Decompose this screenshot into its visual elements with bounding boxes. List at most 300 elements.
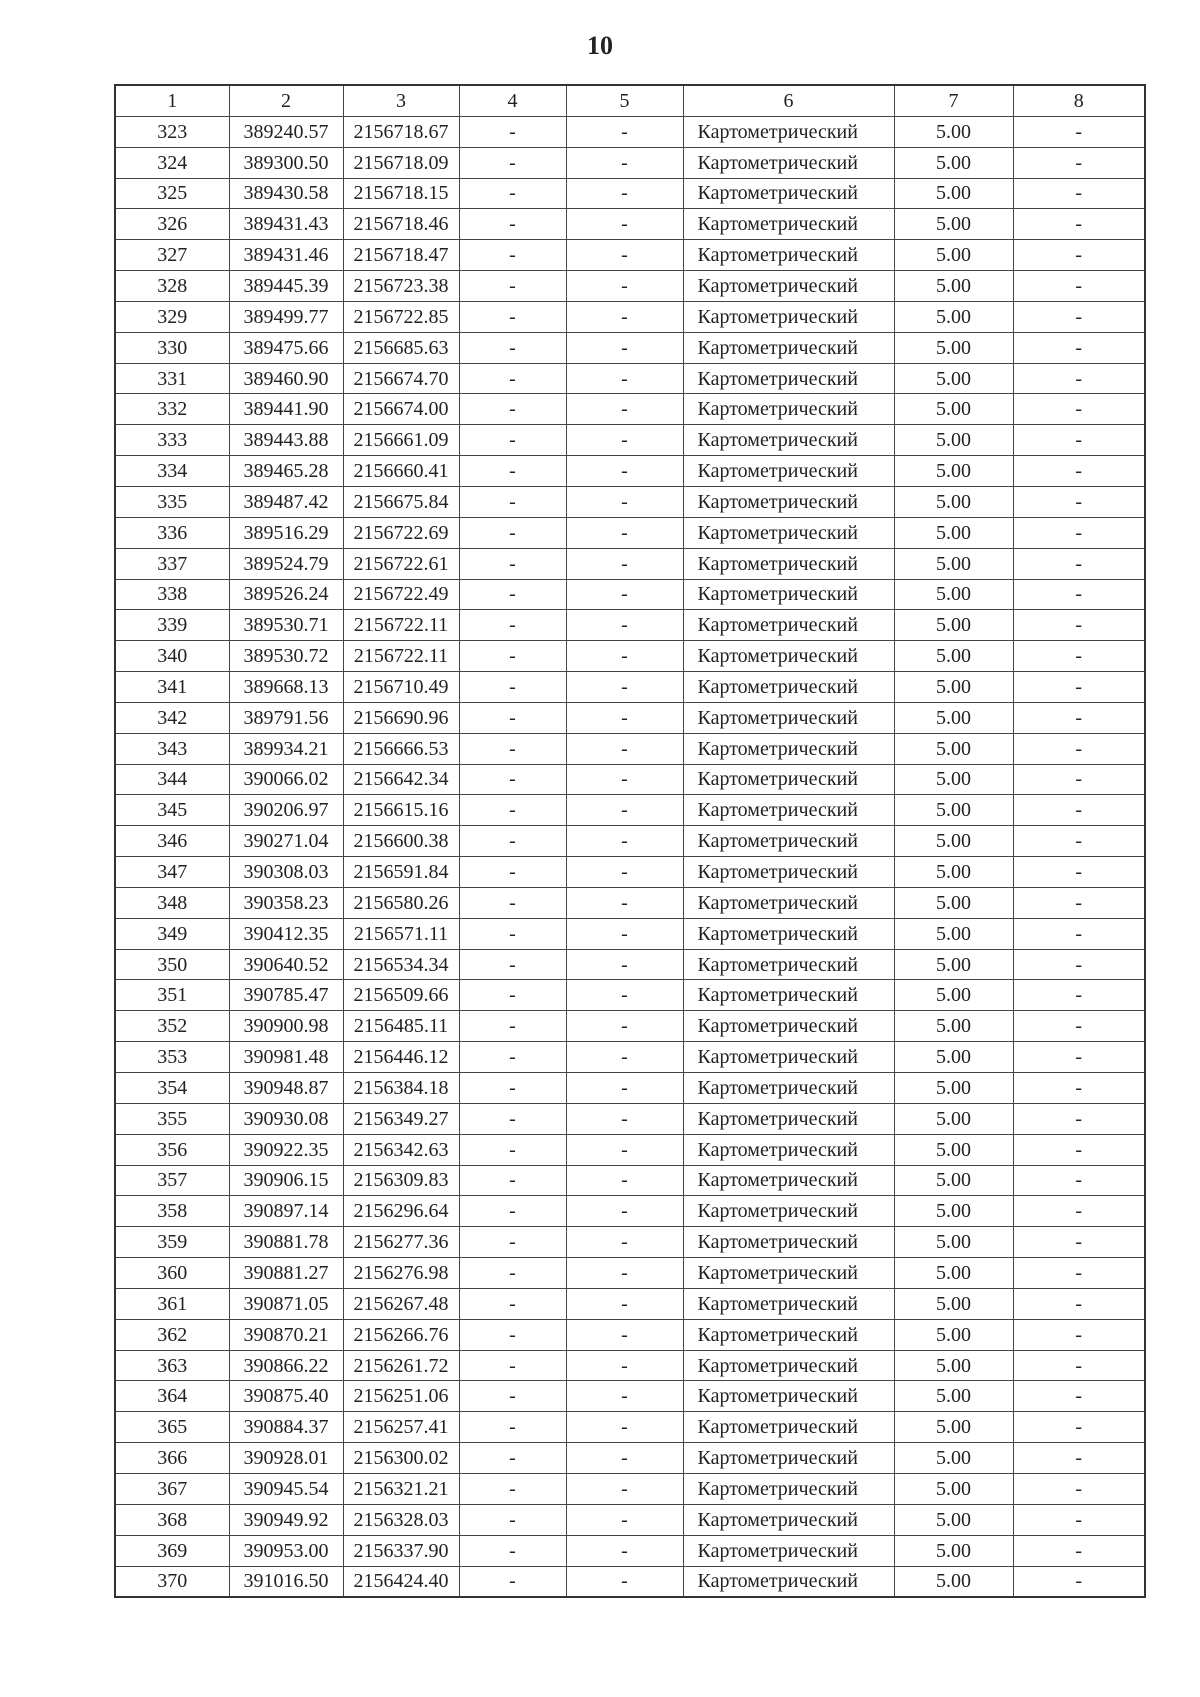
table-row: [115, 1227, 1145, 1258]
col-5-cell: -: [566, 1042, 683, 1073]
method-cell: Картометрический: [683, 1227, 894, 1258]
point-number-cell: 353: [115, 1042, 229, 1073]
precision-cell: 5.00: [894, 1473, 1013, 1504]
x-coordinate-cell: 390953.00: [229, 1535, 343, 1566]
x-coordinate-cell: 390412.35: [229, 918, 343, 949]
x-coordinate-cell: 389430.58: [229, 178, 343, 209]
y-coordinate-cell: 2156300.02: [343, 1443, 459, 1474]
precision-cell: 5.00: [894, 826, 1013, 857]
col-4-cell: -: [459, 1566, 566, 1597]
x-coordinate-cell: 389487.42: [229, 486, 343, 517]
y-coordinate-cell: 2156571.11: [343, 918, 459, 949]
table-row: [115, 301, 1145, 332]
col-8-cell: -: [1013, 641, 1145, 672]
col-5-cell: -: [566, 1165, 683, 1196]
y-coordinate-cell: 2156337.90: [343, 1535, 459, 1566]
method-cell: Картометрический: [683, 116, 894, 147]
precision-cell: 5.00: [894, 918, 1013, 949]
x-coordinate-cell: 390881.27: [229, 1258, 343, 1289]
point-number-cell: 329: [115, 301, 229, 332]
col-5-cell: -: [566, 826, 683, 857]
method-cell: Картометрический: [683, 394, 894, 425]
col-8-cell: -: [1013, 209, 1145, 240]
col-5-cell: -: [566, 301, 683, 332]
method-cell: Картометрический: [683, 1258, 894, 1289]
header-row: [115, 85, 1145, 116]
table-row: [115, 332, 1145, 363]
table-row: [115, 764, 1145, 795]
method-cell: Картометрический: [683, 1042, 894, 1073]
col-8-cell: -: [1013, 1319, 1145, 1350]
col-5-cell: -: [566, 271, 683, 302]
method-cell: Картометрический: [683, 764, 894, 795]
y-coordinate-cell: 2156718.46: [343, 209, 459, 240]
method-cell: Картометрический: [683, 1073, 894, 1104]
col-8-cell: -: [1013, 1196, 1145, 1227]
table-row: [115, 1412, 1145, 1443]
col-4-cell: -: [459, 1381, 566, 1412]
col-8-cell: -: [1013, 332, 1145, 363]
col-4-cell: -: [459, 425, 566, 456]
col-5-cell: -: [566, 1319, 683, 1350]
col-5-cell: -: [566, 456, 683, 487]
table-row: [115, 240, 1145, 271]
table-row: [115, 887, 1145, 918]
col-5-cell: -: [566, 178, 683, 209]
point-number-cell: 368: [115, 1504, 229, 1535]
method-cell: Картометрический: [683, 1535, 894, 1566]
point-number-cell: 370: [115, 1566, 229, 1597]
y-coordinate-cell: 2156685.63: [343, 332, 459, 363]
col-4-cell: -: [459, 1227, 566, 1258]
col-8-cell: -: [1013, 733, 1145, 764]
y-coordinate-cell: 2156660.41: [343, 456, 459, 487]
col-5-cell: -: [566, 1196, 683, 1227]
col-8-cell: -: [1013, 1165, 1145, 1196]
col-4-cell: -: [459, 641, 566, 672]
x-coordinate-cell: 389530.71: [229, 610, 343, 641]
x-coordinate-cell: 389443.88: [229, 425, 343, 456]
table-row: [115, 1350, 1145, 1381]
col-5-cell: -: [566, 425, 683, 456]
point-number-cell: 326: [115, 209, 229, 240]
x-coordinate-cell: 389300.50: [229, 147, 343, 178]
point-number-cell: 351: [115, 980, 229, 1011]
precision-cell: 5.00: [894, 240, 1013, 271]
table-row: [115, 1011, 1145, 1042]
x-coordinate-cell: 389530.72: [229, 641, 343, 672]
table-row: [115, 949, 1145, 980]
x-coordinate-cell: 389460.90: [229, 363, 343, 394]
table-row: [115, 1042, 1145, 1073]
method-cell: Картометрический: [683, 147, 894, 178]
col-8-cell: -: [1013, 702, 1145, 733]
precision-cell: 5.00: [894, 702, 1013, 733]
point-number-cell: 325: [115, 178, 229, 209]
method-cell: Картометрический: [683, 1165, 894, 1196]
table-row: [115, 271, 1145, 302]
y-coordinate-cell: 2156328.03: [343, 1504, 459, 1535]
col-4-cell: -: [459, 672, 566, 703]
precision-cell: 5.00: [894, 1350, 1013, 1381]
precision-cell: 5.00: [894, 579, 1013, 610]
precision-cell: 5.00: [894, 1073, 1013, 1104]
col-4-cell: -: [459, 1134, 566, 1165]
point-number-cell: 333: [115, 425, 229, 456]
col-8-cell: -: [1013, 1134, 1145, 1165]
precision-cell: 5.00: [894, 887, 1013, 918]
col-8-cell: -: [1013, 1535, 1145, 1566]
col-4-cell: -: [459, 548, 566, 579]
column-header-4: 4: [459, 85, 566, 116]
x-coordinate-cell: 391016.50: [229, 1566, 343, 1597]
col-5-cell: -: [566, 733, 683, 764]
method-cell: Картометрический: [683, 1504, 894, 1535]
precision-cell: 5.00: [894, 733, 1013, 764]
col-8-cell: -: [1013, 1381, 1145, 1412]
precision-cell: 5.00: [894, 1134, 1013, 1165]
y-coordinate-cell: 2156384.18: [343, 1073, 459, 1104]
x-coordinate-cell: 389475.66: [229, 332, 343, 363]
table-row: [115, 1073, 1145, 1104]
precision-cell: 5.00: [894, 1196, 1013, 1227]
table-row: [115, 1443, 1145, 1474]
col-5-cell: -: [566, 1350, 683, 1381]
precision-cell: 5.00: [894, 548, 1013, 579]
y-coordinate-cell: 2156722.85: [343, 301, 459, 332]
table-row: [115, 1381, 1145, 1412]
point-number-cell: 364: [115, 1381, 229, 1412]
table-row: [115, 486, 1145, 517]
col-4-cell: -: [459, 394, 566, 425]
col-4-cell: -: [459, 1103, 566, 1134]
method-cell: Картометрический: [683, 456, 894, 487]
method-cell: Картометрический: [683, 332, 894, 363]
col-4-cell: -: [459, 1165, 566, 1196]
y-coordinate-cell: 2156722.49: [343, 579, 459, 610]
col-5-cell: -: [566, 1473, 683, 1504]
col-8-cell: -: [1013, 363, 1145, 394]
col-5-cell: -: [566, 116, 683, 147]
x-coordinate-cell: 390066.02: [229, 764, 343, 795]
x-coordinate-cell: 390870.21: [229, 1319, 343, 1350]
x-coordinate-cell: 389445.39: [229, 271, 343, 302]
point-number-cell: 335: [115, 486, 229, 517]
table-row: [115, 456, 1145, 487]
col-5-cell: -: [566, 1504, 683, 1535]
y-coordinate-cell: 2156580.26: [343, 887, 459, 918]
precision-cell: 5.00: [894, 1165, 1013, 1196]
col-5-cell: -: [566, 702, 683, 733]
point-number-cell: 336: [115, 517, 229, 548]
col-4-cell: -: [459, 579, 566, 610]
col-5-cell: -: [566, 517, 683, 548]
x-coordinate-cell: 389524.79: [229, 548, 343, 579]
point-number-cell: 352: [115, 1011, 229, 1042]
method-cell: Картометрический: [683, 918, 894, 949]
table-row: [115, 610, 1145, 641]
col-5-cell: -: [566, 394, 683, 425]
column-header-3: 3: [343, 85, 459, 116]
point-number-cell: 357: [115, 1165, 229, 1196]
col-4-cell: -: [459, 209, 566, 240]
point-number-cell: 362: [115, 1319, 229, 1350]
point-number-cell: 358: [115, 1196, 229, 1227]
col-8-cell: -: [1013, 1073, 1145, 1104]
col-4-cell: -: [459, 764, 566, 795]
col-4-cell: -: [459, 1011, 566, 1042]
col-5-cell: -: [566, 857, 683, 888]
y-coordinate-cell: 2156485.11: [343, 1011, 459, 1042]
col-8-cell: -: [1013, 1288, 1145, 1319]
column-header-1: 1: [115, 85, 229, 116]
y-coordinate-cell: 2156509.66: [343, 980, 459, 1011]
col-5-cell: -: [566, 1258, 683, 1289]
point-number-cell: 348: [115, 887, 229, 918]
method-cell: Картометрический: [683, 1319, 894, 1350]
table-row: [115, 1473, 1145, 1504]
y-coordinate-cell: 2156261.72: [343, 1350, 459, 1381]
method-cell: Картометрический: [683, 579, 894, 610]
col-5-cell: -: [566, 1566, 683, 1597]
col-4-cell: -: [459, 980, 566, 1011]
x-coordinate-cell: 390906.15: [229, 1165, 343, 1196]
point-number-cell: 367: [115, 1473, 229, 1504]
col-8-cell: -: [1013, 826, 1145, 857]
point-number-cell: 343: [115, 733, 229, 764]
y-coordinate-cell: 2156710.49: [343, 672, 459, 703]
table-row: [115, 579, 1145, 610]
y-coordinate-cell: 2156722.61: [343, 548, 459, 579]
table-row: [115, 672, 1145, 703]
point-number-cell: 360: [115, 1258, 229, 1289]
method-cell: Картометрический: [683, 1473, 894, 1504]
col-8-cell: -: [1013, 517, 1145, 548]
point-number-cell: 338: [115, 579, 229, 610]
col-5-cell: -: [566, 949, 683, 980]
table-row: [115, 1196, 1145, 1227]
column-header-8: 8: [1013, 85, 1145, 116]
point-number-cell: 350: [115, 949, 229, 980]
y-coordinate-cell: 2156266.76: [343, 1319, 459, 1350]
y-coordinate-cell: 2156424.40: [343, 1566, 459, 1597]
precision-cell: 5.00: [894, 1258, 1013, 1289]
point-number-cell: 369: [115, 1535, 229, 1566]
table-row: [115, 1566, 1145, 1597]
col-4-cell: -: [459, 857, 566, 888]
table-row: [115, 702, 1145, 733]
col-5-cell: -: [566, 918, 683, 949]
col-4-cell: -: [459, 1042, 566, 1073]
precision-cell: 5.00: [894, 486, 1013, 517]
table-row: [115, 147, 1145, 178]
y-coordinate-cell: 2156267.48: [343, 1288, 459, 1319]
x-coordinate-cell: 390866.22: [229, 1350, 343, 1381]
point-number-cell: 365: [115, 1412, 229, 1443]
table-row: [115, 641, 1145, 672]
col-8-cell: -: [1013, 425, 1145, 456]
x-coordinate-cell: 389934.21: [229, 733, 343, 764]
x-coordinate-cell: 389668.13: [229, 672, 343, 703]
precision-cell: 5.00: [894, 980, 1013, 1011]
col-5-cell: -: [566, 672, 683, 703]
point-number-cell: 363: [115, 1350, 229, 1381]
x-coordinate-cell: 390206.97: [229, 795, 343, 826]
y-coordinate-cell: 2156309.83: [343, 1165, 459, 1196]
y-coordinate-cell: 2156674.70: [343, 363, 459, 394]
method-cell: Картометрический: [683, 517, 894, 548]
table-row: [115, 1288, 1145, 1319]
precision-cell: 5.00: [894, 363, 1013, 394]
col-5-cell: -: [566, 764, 683, 795]
x-coordinate-cell: 389441.90: [229, 394, 343, 425]
table-row: [115, 517, 1145, 548]
col-8-cell: -: [1013, 1011, 1145, 1042]
col-8-cell: -: [1013, 764, 1145, 795]
col-5-cell: -: [566, 548, 683, 579]
point-number-cell: 361: [115, 1288, 229, 1319]
precision-cell: 5.00: [894, 271, 1013, 302]
x-coordinate-cell: 390930.08: [229, 1103, 343, 1134]
table-row: [115, 1258, 1145, 1289]
table-row: [115, 857, 1145, 888]
col-5-cell: -: [566, 1381, 683, 1412]
col-4-cell: -: [459, 887, 566, 918]
col-8-cell: -: [1013, 456, 1145, 487]
col-4-cell: -: [459, 1412, 566, 1443]
method-cell: Картометрический: [683, 672, 894, 703]
col-4-cell: -: [459, 918, 566, 949]
col-8-cell: -: [1013, 795, 1145, 826]
col-8-cell: -: [1013, 240, 1145, 271]
col-8-cell: -: [1013, 1566, 1145, 1597]
col-8-cell: -: [1013, 579, 1145, 610]
col-4-cell: -: [459, 702, 566, 733]
precision-cell: 5.00: [894, 394, 1013, 425]
table-row: [115, 178, 1145, 209]
precision-cell: 5.00: [894, 1042, 1013, 1073]
point-number-cell: 359: [115, 1227, 229, 1258]
point-number-cell: 366: [115, 1443, 229, 1474]
precision-cell: 5.00: [894, 1504, 1013, 1535]
x-coordinate-cell: 390981.48: [229, 1042, 343, 1073]
precision-cell: 5.00: [894, 178, 1013, 209]
method-cell: Картометрический: [683, 1350, 894, 1381]
method-cell: Картометрический: [683, 271, 894, 302]
x-coordinate-cell: 390945.54: [229, 1473, 343, 1504]
y-coordinate-cell: 2156642.34: [343, 764, 459, 795]
point-number-cell: 328: [115, 271, 229, 302]
column-header-6: 6: [683, 85, 894, 116]
y-coordinate-cell: 2156349.27: [343, 1103, 459, 1134]
y-coordinate-cell: 2156600.38: [343, 826, 459, 857]
y-coordinate-cell: 2156342.63: [343, 1134, 459, 1165]
col-4-cell: -: [459, 949, 566, 980]
point-number-cell: 345: [115, 795, 229, 826]
col-8-cell: -: [1013, 918, 1145, 949]
method-cell: Картометрический: [683, 548, 894, 579]
precision-cell: 5.00: [894, 147, 1013, 178]
col-4-cell: -: [459, 147, 566, 178]
y-coordinate-cell: 2156718.67: [343, 116, 459, 147]
col-5-cell: -: [566, 209, 683, 240]
col-8-cell: -: [1013, 1350, 1145, 1381]
col-4-cell: -: [459, 733, 566, 764]
y-coordinate-cell: 2156257.41: [343, 1412, 459, 1443]
precision-cell: 5.00: [894, 1288, 1013, 1319]
col-4-cell: -: [459, 486, 566, 517]
precision-cell: 5.00: [894, 1535, 1013, 1566]
table-header: [115, 85, 1145, 116]
col-4-cell: -: [459, 1350, 566, 1381]
method-cell: Картометрический: [683, 702, 894, 733]
y-coordinate-cell: 2156276.98: [343, 1258, 459, 1289]
y-coordinate-cell: 2156321.21: [343, 1473, 459, 1504]
col-5-cell: -: [566, 1073, 683, 1104]
x-coordinate-cell: 390948.87: [229, 1073, 343, 1104]
column-header-2: 2: [229, 85, 343, 116]
precision-cell: 5.00: [894, 672, 1013, 703]
x-coordinate-cell: 390871.05: [229, 1288, 343, 1319]
y-coordinate-cell: 2156615.16: [343, 795, 459, 826]
point-number-cell: 356: [115, 1134, 229, 1165]
col-4-cell: -: [459, 456, 566, 487]
x-coordinate-cell: 390900.98: [229, 1011, 343, 1042]
col-5-cell: -: [566, 641, 683, 672]
point-number-cell: 344: [115, 764, 229, 795]
method-cell: Картометрический: [683, 733, 894, 764]
col-8-cell: -: [1013, 548, 1145, 579]
table-row: [115, 116, 1145, 147]
col-5-cell: -: [566, 240, 683, 271]
precision-cell: 5.00: [894, 1227, 1013, 1258]
col-4-cell: -: [459, 1073, 566, 1104]
col-8-cell: -: [1013, 178, 1145, 209]
precision-cell: 5.00: [894, 301, 1013, 332]
col-4-cell: -: [459, 1196, 566, 1227]
col-4-cell: -: [459, 178, 566, 209]
y-coordinate-cell: 2156446.12: [343, 1042, 459, 1073]
col-8-cell: -: [1013, 1504, 1145, 1535]
y-coordinate-cell: 2156666.53: [343, 733, 459, 764]
point-number-cell: 339: [115, 610, 229, 641]
col-8-cell: -: [1013, 394, 1145, 425]
col-4-cell: -: [459, 826, 566, 857]
method-cell: Картометрический: [683, 1412, 894, 1443]
col-4-cell: -: [459, 332, 566, 363]
col-5-cell: -: [566, 795, 683, 826]
table-row: [115, 1165, 1145, 1196]
method-cell: Картометрический: [683, 1103, 894, 1134]
col-5-cell: -: [566, 1443, 683, 1474]
col-8-cell: -: [1013, 980, 1145, 1011]
precision-cell: 5.00: [894, 857, 1013, 888]
table-row: [115, 1103, 1145, 1134]
y-coordinate-cell: 2156722.69: [343, 517, 459, 548]
y-coordinate-cell: 2156690.96: [343, 702, 459, 733]
col-8-cell: -: [1013, 271, 1145, 302]
method-cell: Картометрический: [683, 887, 894, 918]
precision-cell: 5.00: [894, 1381, 1013, 1412]
col-8-cell: -: [1013, 1103, 1145, 1134]
y-coordinate-cell: 2156251.06: [343, 1381, 459, 1412]
col-8-cell: -: [1013, 672, 1145, 703]
col-5-cell: -: [566, 1011, 683, 1042]
table-row: [115, 1504, 1145, 1535]
table-row: [115, 980, 1145, 1011]
method-cell: Картометрический: [683, 826, 894, 857]
table-body: [115, 116, 1145, 1597]
